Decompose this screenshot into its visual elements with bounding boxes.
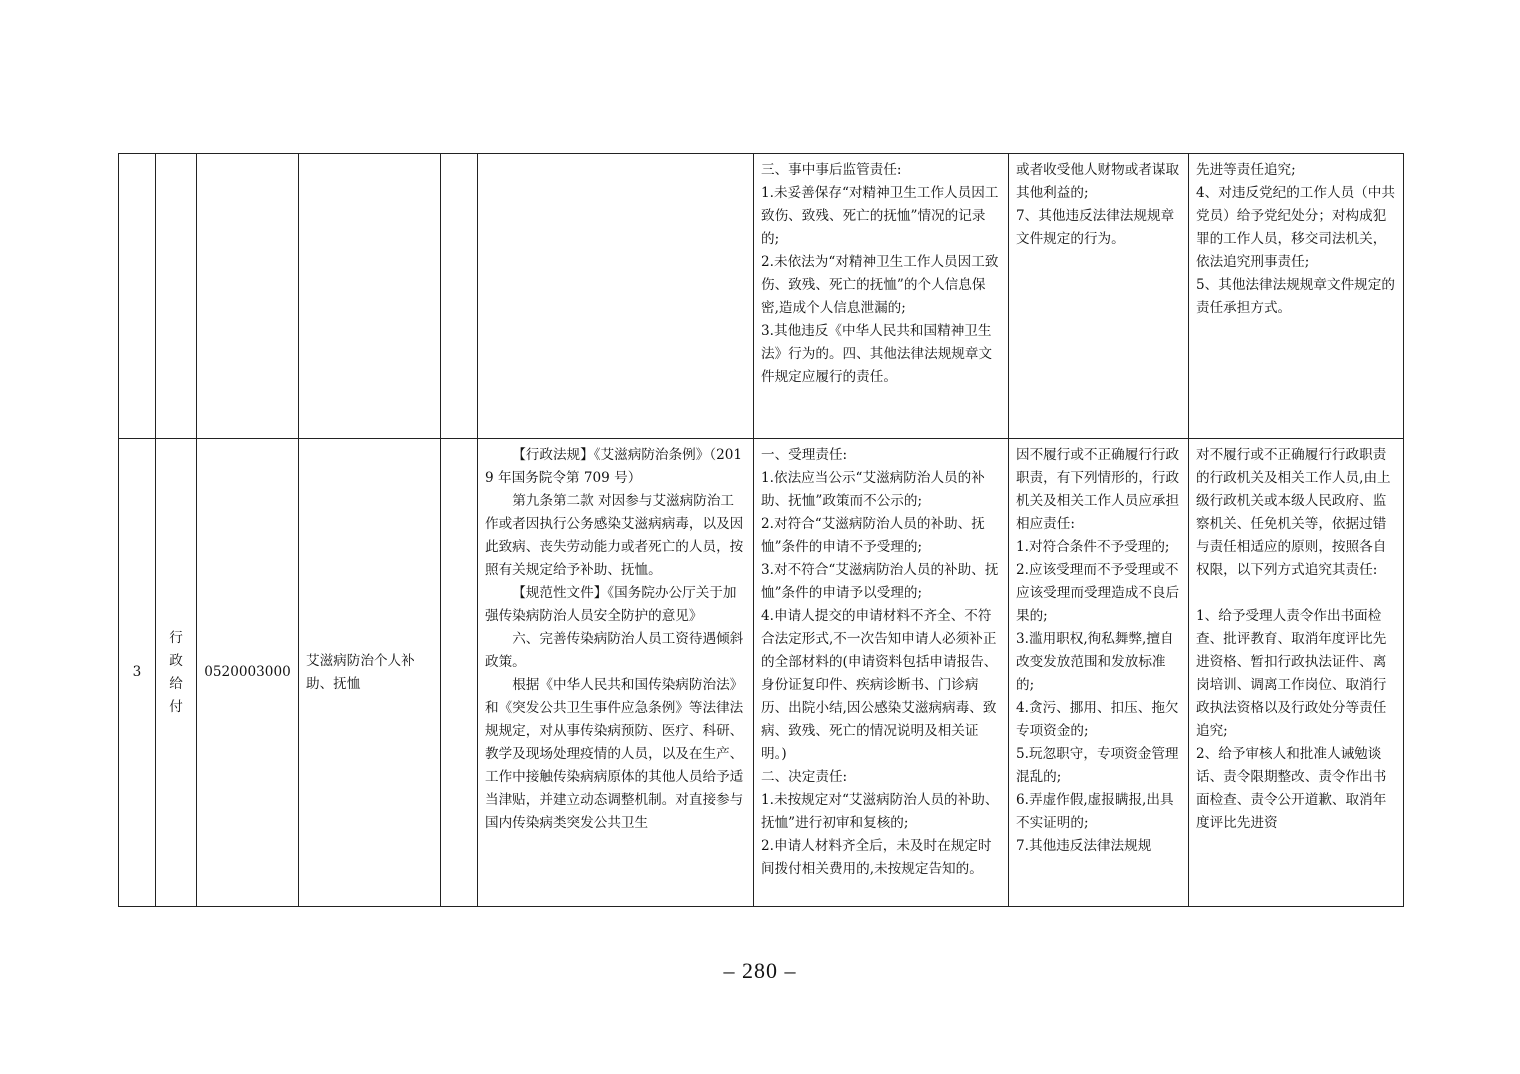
basis-paragraph: 六、完善传染病防治人员工资待遇倾斜政策。 bbox=[485, 631, 744, 670]
basis-cell bbox=[478, 439, 754, 907]
case-line: 6.弄虚作假,虚报瞒报,出具不实证明的; bbox=[1016, 792, 1174, 831]
table-row bbox=[119, 154, 1404, 439]
basis-paragraph: 【规范性文件】《国务院办公厅关于加强传染病防治人员安全防护的意见》 bbox=[485, 585, 737, 624]
row-number-cell bbox=[119, 154, 156, 439]
item-name-cell bbox=[299, 154, 441, 439]
case-line: 2.应该受理而不予受理或不应该受理而受理造成不良后果的; bbox=[1016, 562, 1180, 624]
accountability-line: 2、给予审核人和批准人诫勉谈话、责令限期整改、责令作出书面检查、责令公开道歉、取消年度评比先进资 bbox=[1196, 746, 1387, 831]
duty-line: 1.未按规定对“艾滋病防治人员的补助、抚恤”进行初审和复核的; bbox=[761, 792, 999, 831]
category-char: 行 bbox=[169, 629, 183, 646]
case-line: 4.贪污、挪用、扣压、拖欠专项资金的; bbox=[1016, 700, 1179, 739]
accountability-line: 先进等责任追究; bbox=[1196, 162, 1296, 178]
responsibility-table bbox=[118, 153, 1404, 907]
duty-line: 1.依法应当公示“艾滋病防治人员的补助、抚恤”政策而不公示的; bbox=[761, 470, 985, 509]
spacer bbox=[1196, 582, 1396, 605]
category-char: 政 bbox=[169, 652, 183, 669]
duty-line: 2.对符合“艾滋病防治人员的补助、抚恤”条件的申请不予受理的; bbox=[761, 516, 985, 555]
duty-line: 一、受理责任: bbox=[761, 447, 848, 463]
duty-line: 3.其他违反《中华人民共和国精神卫生法》行为的。四、其他法律法规规章文件规定应履行的责任。 bbox=[761, 323, 993, 385]
duty-line: 2.申请人材料齐全后，未及时在规定时间拨付相关费用的,未按规定告知的。 bbox=[761, 838, 992, 877]
basis-paragraph: 根据《中华人民共和国传染病防治法》和《突发公共卫生事件应急条例》等法律法规规定，对从事传染病预防、医疗、科研、教学及现场处理疫情的人员，以及在生产、工作中接触传染病病原体的其他人员给予适当津贴，并建立动态调整机制。对直接参与国内传染病类突发公共卫生 bbox=[485, 677, 744, 831]
duty-line: 3.对不符合“艾滋病防治人员的补助、抚恤”条件的申请予以受理的; bbox=[761, 562, 999, 601]
page-number: – 280 – bbox=[723, 958, 797, 983]
case-line: 因不履行或不正确履行行政职责，有下列情形的，行政机关及相关工作人员应承担相应责任: bbox=[1016, 447, 1180, 532]
accountability-line: 1、给予受理人责令作出书面检查、批评教育、取消年度评比先进资格、暂扣行政执法证件、离岗培训、调离工作岗位、取消行政执法资格以及行政处分等责任追究; bbox=[1196, 608, 1387, 739]
table-row bbox=[119, 439, 1404, 907]
case-line: 7、其他违反法律法规规章文件规定的行为。 bbox=[1016, 208, 1175, 247]
case-line: 或者收受他人财物或者谋取其他利益的; bbox=[1016, 162, 1180, 201]
accountability-intro: 对不履行或不正确履行行政职责的行政机关及相关工作人员,由上级行政机关或本级人民政府、监察机关、任免机关等，依据过错与责任相适应的原则，按照各自权限，以下列方式追究其责任: bbox=[1196, 447, 1391, 578]
duty-line: 4.申请人提交的申请材料不齐全、不符合法定形式,不一次告知申请人必须补正的全部材料的(申请资料包括申请报告、身份证复印件、疾病诊断书、门诊病历、出院小结,因公感染艾滋病病毒、致病、致残、死亡的情况说明及相关证明。) bbox=[761, 608, 998, 762]
case-line: 1.对符合条件不予受理的; bbox=[1016, 539, 1170, 555]
category-char: 给 bbox=[169, 675, 183, 692]
case-line: 3.滥用职权,徇私舞弊,擅自改变发放范围和发放标准的; bbox=[1016, 631, 1174, 693]
sub-item-cell bbox=[441, 154, 478, 439]
duty-line: 2.未依法为“对精神卫生工作人员因工致伤、致残、死亡的抚恤”的个人信息保密,造成个人信息泄漏的; bbox=[761, 254, 999, 316]
accountability-line: 5、其他法律法规规章文件规定的责任承担方式。 bbox=[1196, 277, 1395, 316]
row-number-cell: 3 bbox=[119, 439, 156, 907]
accountability-cell bbox=[1189, 439, 1404, 907]
category-cell bbox=[156, 154, 197, 439]
duty-line: 二、决定责任: bbox=[761, 769, 848, 785]
basis-paragraph: 【行政法规】《艾滋病防治条例》（2019 年国务院令第 709 号） bbox=[485, 447, 743, 486]
cases-cell bbox=[1009, 439, 1189, 907]
category-cell bbox=[156, 439, 197, 907]
accountability-line: 4、对违反党纪的工作人员（中共党员）给予党纪处分；对构成犯罪的工作人员，移交司法机关，依法追究刑事责任; bbox=[1196, 185, 1395, 270]
category-char: 付 bbox=[169, 698, 183, 715]
code-cell: 0520003000 bbox=[197, 439, 299, 907]
duty-cell bbox=[754, 154, 1009, 439]
sub-item-cell bbox=[441, 439, 478, 907]
cases-cell bbox=[1009, 154, 1189, 439]
case-line: 5.玩忽职守，专项资金管理混乱的; bbox=[1016, 746, 1179, 785]
basis-cell bbox=[478, 154, 754, 439]
case-line: 7.其他违反法律法规规 bbox=[1016, 838, 1152, 854]
duty-line: 1.未妥善保存“对精神卫生工作人员因工致伤、致残、死亡的抚恤”情况的记录的; bbox=[761, 185, 999, 247]
basis-paragraph: 第九条第二款 对因参与艾滋病防治工作或者因执行公务感染艾滋病病毒，以及因此致病、丧失劳动能力或者死亡的人员，按照有关规定给予补助、抚恤。 bbox=[485, 493, 744, 578]
accountability-cell bbox=[1189, 154, 1404, 439]
duty-cell bbox=[754, 439, 1009, 907]
duty-line: 三、事中事后监管责任: bbox=[761, 162, 902, 178]
code-cell bbox=[197, 154, 299, 439]
item-name-cell: 艾滋病防治个人补助、抚恤 bbox=[299, 439, 441, 907]
